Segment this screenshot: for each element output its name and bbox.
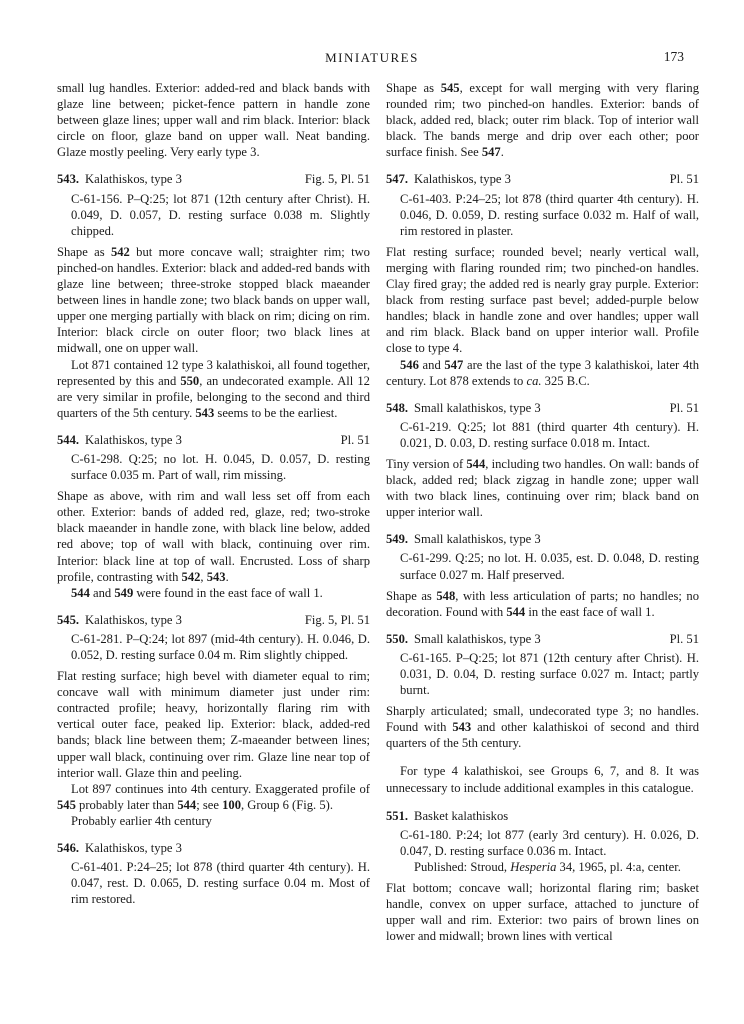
cross-reference: 543	[195, 405, 215, 420]
entry-heading	[386, 531, 699, 547]
entry-title: Kalathiskos, type 3	[85, 172, 182, 187]
entry-number: 543.	[57, 172, 80, 187]
type4-note: For type 4 kalathiskoi, see Groups 6, 7, and 8. It was unnecessary to include additional examples in this catalogue.	[386, 764, 699, 795]
entry-title: Small kalathiskos, type 3	[414, 400, 541, 415]
entry-note: 544 and 549 were found in the east face of wall 1.	[71, 585, 323, 600]
catalog-details: C-61-165. P–Q:25; lot 871 (12th century after Christ). H. 0.031, D. 0.04, D. resting surface 0.027 m. Intact; partly burnt.	[400, 650, 699, 698]
catalog-entry-548	[386, 400, 699, 521]
entry-number: 548.	[386, 400, 409, 415]
entry-description: Shape as 548, with less articulation of parts; no handles; no decoration. Found with 544 in the east face of wall 1.	[386, 588, 699, 619]
catalog-entry-551	[386, 808, 699, 945]
catalog-details: C-61-180. P:24; lot 877 (early 3rd century). H. 0.026, D. 0.047, D. resting surface 0.036 m. Intact.	[400, 827, 699, 858]
figure-reference: Pl. 51	[669, 631, 699, 646]
cross-reference: 545	[440, 81, 460, 95]
entry-title: Small kalathiskos, type 3	[414, 532, 541, 547]
running-header-title: MINIATURES	[325, 50, 419, 65]
entry-description: Flat resting surface; rounded bevel; nearly vertical wall, merging with flaring rounded rim; two pinched-on handles. Clay fired gray; the added red is nearly gray purple. Exterior: black from resting surface past bevel; added-purple below handles; black in handle zone and over handles; upper wall and rim black. Black band on upper interior wall. Profile close to type 4.	[386, 244, 699, 356]
catalog-details: C-61-403. P:24–25; lot 878 (third quarter 4th century). H. 0.046, D. 0.059, D. resting surface 0.032 m. Half of wall, rim restored in plaster.	[400, 191, 699, 238]
entry-description: Shape as 542 but more concave wall; straighter rim; two pinched-on handles. Exterior: black and added-red bands with glaze line between; three-stroke stopped black maeander between lines in handle zone; two black bands on upper wall, upper one merging partially with black on rim; dicing on rim. Interior: black circle on outer floor; two black lines at midwall, one on upper wall.	[57, 244, 370, 356]
entry-note: Lot 871 contained 12 type 3 kalathiskoi, all found together, represented by this and 550, an undecorated example. All 12 are very similar in profile, belonging to the second and third quarters of the 5th century. 543 seems to be the earliest.	[57, 357, 370, 420]
cross-reference: 544	[506, 604, 526, 619]
entry-date: Probably earlier 4th century	[71, 813, 212, 828]
entry-number: 551.	[386, 808, 409, 823]
figure-reference: Fig. 5, Pl. 51	[304, 612, 370, 627]
cross-reference: 547	[481, 145, 501, 160]
publication-reference: Published: Stroud, Hesperia 34, 1965, pl. 4:a, center.	[414, 859, 681, 874]
catalog-entry-544	[57, 432, 370, 601]
entry-heading	[386, 808, 699, 824]
cross-reference: 549	[114, 585, 134, 600]
cross-reference: 547	[444, 357, 464, 372]
entry-number: 546.	[57, 841, 80, 856]
catalog-details: C-61-219. Q:25; lot 881 (third quarter 4th century). H. 0.021, D. 0.03, D. resting surface 0.018 m. Intact.	[400, 419, 699, 450]
entry-note: Lot 897 continues into 4th century. Exaggerated profile of 545 probably later than 544; see 100, Group 6 (Fig. 5).	[57, 781, 370, 812]
left-column	[57, 80, 370, 912]
cross-reference: 546	[400, 357, 419, 372]
catalog-entry-545	[57, 612, 370, 829]
entry-heading	[386, 400, 699, 416]
cross-reference: 544	[466, 456, 486, 471]
entry-number: 549.	[386, 532, 409, 547]
entry-title: Kalathiskos, type 3	[85, 432, 182, 447]
entry-heading	[57, 171, 370, 187]
figure-reference: Pl. 51	[669, 172, 699, 187]
cross-reference: 542	[110, 244, 130, 259]
catalog-details: C-61-299. Q:25; no lot. H. 0.035, est. D. 0.048, D. resting surface 0.027 m. Half preserved.	[400, 551, 699, 582]
entry-heading	[57, 612, 370, 628]
entry-number: 547.	[386, 172, 409, 187]
cross-reference: 100	[222, 797, 241, 812]
entry-title: Kalathiskos, type 3	[85, 612, 182, 627]
entry-title: Basket kalathiskos	[414, 808, 509, 823]
catalog-details: C-61-401. P:24–25; lot 878 (third quarter 4th century). H. 0.047, rest. D. 0.065, D. resting surface 0.04 m. Most of rim restored.	[71, 860, 370, 907]
entry-description: Tiny version of 544, including two handles. On wall: bands of black, added red; black zigzag in handle zone; upper wall with two black lines, continuing over rim; black band on upper interior wall.	[386, 456, 700, 520]
entry-note: 546 and 547 are the last of the type 3 kalathiskoi, later 4th century. Lot 878 extends to ca. 325 B.C.	[386, 357, 699, 388]
catalog-entry-546	[57, 840, 370, 907]
continued-description: small lug handles. Exterior: added-red and black bands with glaze line between; picket-fence pattern in handle zone between glaze lines; upper wall and rim black. Interior: black circle on floor, glaze band on upper wall. Neat banding. Glaze mostly peeling. Very early type 3.	[57, 81, 370, 160]
cross-reference: 544	[71, 585, 90, 600]
entry-title: Kalathiskos, type 3	[414, 172, 511, 187]
catalog-entry-543	[57, 171, 370, 420]
catalog-details: C-61-298. Q:25; no lot. H. 0.045, D. 0.057, D. resting surface 0.035 m. Part of wall, rim missing.	[71, 451, 370, 483]
entry-description: Flat resting surface; high bevel with diameter equal to rim; concave wall with minimum diameter just under rim: contracted profile; heavy, horizontally flaring rim with vertical outer face, peaked lip. Exterior: black, added-red bands; black line between them; Z-maeander between lines; upper wall black, continuing over rim. Glaze line near top of interior wall. Glaze thin and peeling.	[57, 669, 370, 780]
figure-reference: Fig. 5, Pl. 51	[304, 172, 370, 187]
cross-reference: 544	[177, 797, 197, 812]
figure-reference: Pl. 51	[340, 432, 370, 447]
entry-heading	[386, 631, 699, 647]
entry-number: 545.	[57, 612, 80, 627]
entry-heading	[57, 432, 370, 448]
cross-reference: 542	[181, 569, 201, 584]
catalog-entry-550	[386, 631, 699, 752]
cross-reference: 548	[436, 588, 456, 603]
catalog-details: C-61-156. P–Q:25; lot 871 (12th century after Christ). H. 0.049, D. 0.057, D. resting surface 0.038 m. Slightly chipped.	[71, 191, 370, 238]
catalog-entry-547	[386, 171, 699, 388]
catalog-entry-549	[386, 531, 699, 619]
page-number: 173	[663, 49, 684, 64]
cross-reference: 550	[180, 373, 200, 388]
cross-reference: 545	[57, 797, 76, 812]
entry-description: Shape as above, with rim and wall less set off from each other. Exterior: bands of added red, glaze, red; two-stroke black maeander in handle zone, with black line below, added red above; top of wall with black, continuing over rim. Interior: black line at top of wall. Encrusted. Loss of sharp profile, contrasting with 542, 543.	[57, 489, 370, 584]
entry-description: Flat bottom; concave wall; horizontal flaring rim; basket handle, convex on upper surface, attached to juncture of upper wall and rim. Exterior: two pairs of brown lines on lower and midwall; brown lines with vertical	[386, 881, 699, 944]
entry-number: 550.	[386, 631, 409, 646]
right-column	[386, 80, 699, 944]
entry-description: Sharply articulated; small, undecorated type 3; no handles. Found with 543 and other kalathiskoi of second and third quarters of the 5th century.	[386, 704, 699, 751]
continued-description: Shape as 545, except for wall merging with very flaring rounded rim; two pinched-on handles. Exterior: bands of black, added red, black; outer rim black. Top of interior wall black. The bands merge and drip over each other; poor surface finish. See 547.	[386, 81, 699, 160]
entry-title: Small kalathiskos, type 3	[414, 631, 541, 646]
entry-heading	[386, 171, 699, 187]
cross-reference: 543	[206, 569, 226, 584]
entry-title: Kalathiskos, type 3	[85, 841, 182, 856]
cross-reference: 543	[452, 720, 472, 735]
entry-heading	[57, 840, 370, 856]
entry-number: 544.	[57, 432, 80, 447]
figure-reference: Pl. 51	[669, 400, 699, 415]
catalog-details: C-61-281. P–Q:24; lot 897 (mid-4th century). H. 0.046, D. 0.052, D. resting surface 0.04 m. Rim slightly chipped.	[71, 631, 370, 662]
